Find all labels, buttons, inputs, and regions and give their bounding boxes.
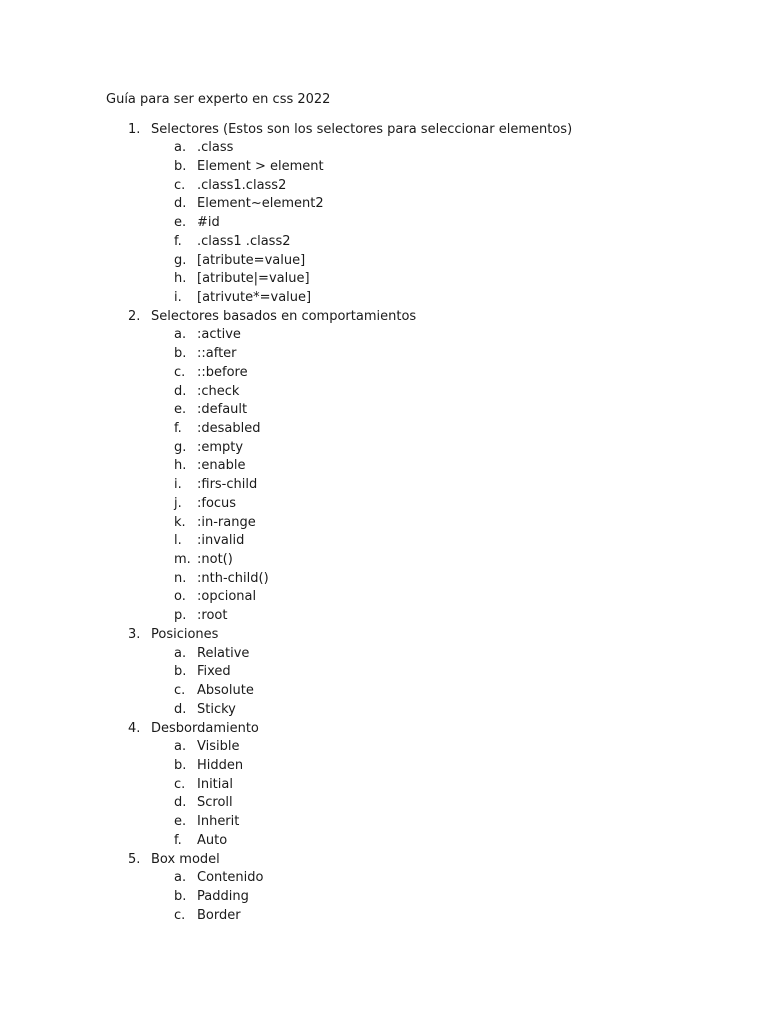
list-item-text: .class1 .class2 bbox=[197, 233, 291, 249]
outline-list bbox=[0, 121, 768, 926]
list-item bbox=[0, 345, 768, 364]
list-item bbox=[0, 289, 768, 308]
list-item-marker: d. bbox=[174, 701, 187, 717]
list-item-marker: g. bbox=[174, 252, 187, 268]
list-item bbox=[0, 907, 768, 926]
list-item-text: :nth-child() bbox=[197, 570, 269, 586]
list-item-text: :focus bbox=[197, 495, 237, 511]
list-item-text: :desabled bbox=[197, 421, 261, 436]
list-item bbox=[0, 457, 768, 476]
list-item-text: [atrivute*=value] bbox=[197, 289, 312, 305]
list-item bbox=[0, 607, 768, 626]
section-number: 3. bbox=[128, 626, 141, 642]
list-item-text: Element > element bbox=[197, 158, 324, 174]
list-item bbox=[0, 645, 768, 664]
section-number: 1. bbox=[128, 121, 141, 137]
list-item-text: :firs-child bbox=[197, 477, 258, 493]
list-item-marker: k. bbox=[174, 514, 186, 530]
list-item-marker: o. bbox=[174, 589, 186, 605]
list-item-text: :invalid bbox=[197, 533, 245, 549]
list-item-text: Border bbox=[197, 907, 241, 923]
list-item-text: :active bbox=[197, 327, 241, 343]
list-item-text: ::before bbox=[197, 364, 248, 380]
list-item-text: .class bbox=[197, 140, 234, 156]
list-item-text: :root bbox=[197, 608, 228, 624]
section-heading bbox=[0, 121, 768, 140]
section-heading bbox=[0, 308, 768, 327]
section-number: 2. bbox=[128, 308, 141, 324]
list-item-text: ::after bbox=[197, 346, 237, 362]
list-item-marker: c. bbox=[174, 776, 186, 792]
list-item bbox=[0, 682, 768, 701]
list-item bbox=[0, 364, 768, 383]
list-item-text: Absolute bbox=[197, 683, 254, 699]
section-heading bbox=[0, 720, 768, 739]
list-item bbox=[0, 139, 768, 158]
list-item-text: Inherit bbox=[197, 814, 240, 830]
list-item-marker: e. bbox=[174, 814, 187, 830]
list-item-marker: b. bbox=[174, 346, 187, 362]
list-item-marker: a. bbox=[174, 645, 187, 661]
list-item bbox=[0, 326, 768, 345]
list-item-marker: b. bbox=[174, 158, 187, 174]
list-item bbox=[0, 177, 768, 196]
list-item-marker: b. bbox=[174, 888, 187, 904]
list-item-text: Initial bbox=[197, 776, 233, 792]
list-item-marker: p. bbox=[174, 608, 187, 624]
list-item-text: [atribute|=value] bbox=[197, 271, 310, 287]
list-item bbox=[0, 495, 768, 514]
list-item-marker: b. bbox=[174, 757, 187, 773]
list-item bbox=[0, 701, 768, 720]
list-item bbox=[0, 233, 768, 252]
list-item bbox=[0, 252, 768, 271]
list-item-marker: e. bbox=[174, 215, 187, 231]
list-item bbox=[0, 383, 768, 402]
list-item-text: :opcional bbox=[197, 589, 257, 605]
list-item-text: Relative bbox=[197, 645, 250, 661]
list-item-text: .class1.class2 bbox=[197, 177, 287, 193]
list-item-marker: d. bbox=[174, 196, 187, 212]
list-item-marker: c. bbox=[174, 177, 186, 193]
list-item bbox=[0, 663, 768, 682]
section-heading-text: Posiciones bbox=[151, 626, 219, 642]
section-number: 5. bbox=[128, 851, 141, 867]
list-item-text: :empty bbox=[197, 439, 244, 455]
list-item bbox=[0, 514, 768, 533]
list-item bbox=[0, 420, 768, 439]
list-item-text: :check bbox=[197, 383, 240, 399]
list-item bbox=[0, 888, 768, 907]
list-item bbox=[0, 195, 768, 214]
list-item-text: :in-range bbox=[197, 514, 256, 530]
list-item-marker: f. bbox=[174, 233, 182, 249]
section-number: 4. bbox=[128, 720, 141, 736]
list-item bbox=[0, 439, 768, 458]
list-item bbox=[0, 776, 768, 795]
list-item-text: Visible bbox=[197, 739, 240, 755]
list-item-text: Padding bbox=[197, 888, 249, 904]
list-item-text: Contenido bbox=[197, 870, 264, 886]
list-item-marker: a. bbox=[174, 140, 187, 156]
list-item-marker: j. bbox=[174, 495, 182, 511]
list-item-marker: c. bbox=[174, 907, 186, 923]
section-heading-text: Box model bbox=[151, 851, 220, 867]
list-item bbox=[0, 158, 768, 177]
section-heading-text: Selectores basados en comportamientos bbox=[151, 308, 417, 324]
list-item-marker: a. bbox=[174, 870, 187, 886]
list-item-text: Sticky bbox=[197, 701, 236, 717]
list-item-marker: h. bbox=[174, 271, 187, 287]
list-item bbox=[0, 869, 768, 888]
list-item-marker: i. bbox=[174, 477, 182, 493]
list-item bbox=[0, 813, 768, 832]
list-item bbox=[0, 794, 768, 813]
list-item bbox=[0, 532, 768, 551]
list-item bbox=[0, 588, 768, 607]
list-item-marker: a. bbox=[174, 739, 187, 755]
list-item-text: #id bbox=[197, 215, 220, 231]
list-item bbox=[0, 832, 768, 851]
list-item-text: Element~element2 bbox=[197, 196, 324, 212]
list-item bbox=[0, 570, 768, 589]
list-item bbox=[0, 551, 768, 570]
list-item-text: :not() bbox=[197, 552, 233, 568]
list-item-marker: b. bbox=[174, 664, 187, 680]
section-heading-text: Selectores (Estos son los selectores para seleccionar elementos) bbox=[151, 121, 573, 137]
list-item bbox=[0, 738, 768, 757]
section-heading bbox=[0, 626, 768, 645]
list-item-text: Hidden bbox=[197, 757, 244, 773]
list-item bbox=[0, 401, 768, 420]
list-item-marker: n. bbox=[174, 570, 187, 586]
list-item bbox=[0, 214, 768, 233]
list-item-marker: d. bbox=[174, 383, 187, 399]
list-item bbox=[0, 757, 768, 776]
list-item-text: Auto bbox=[197, 832, 228, 848]
list-item-marker: f. bbox=[174, 832, 182, 848]
list-item-marker: f. bbox=[174, 421, 182, 436]
section-heading bbox=[0, 851, 768, 870]
list-item-text: :enable bbox=[197, 458, 246, 474]
section-heading-text: Desbordamiento bbox=[151, 720, 259, 736]
list-item-marker: a. bbox=[174, 327, 187, 343]
list-item-text: Scroll bbox=[197, 795, 233, 811]
list-item-marker: g. bbox=[174, 439, 187, 455]
list-item-marker: l. bbox=[174, 533, 182, 549]
list-item-marker: h. bbox=[174, 458, 187, 474]
list-item-marker: c. bbox=[174, 364, 186, 380]
list-item-marker: c. bbox=[174, 683, 186, 699]
list-item bbox=[0, 476, 768, 495]
list-item-marker: i. bbox=[174, 289, 182, 305]
list-item-marker: m. bbox=[174, 552, 191, 568]
list-item-marker: e. bbox=[174, 402, 187, 418]
list-item-text: :default bbox=[197, 402, 248, 418]
document-title: Guía para ser experto en css 2022 bbox=[106, 92, 331, 107]
list-item-text: Fixed bbox=[197, 664, 231, 680]
list-item-marker: d. bbox=[174, 795, 187, 811]
list-item bbox=[0, 270, 768, 289]
list-item-text: [atribute=value] bbox=[197, 252, 306, 268]
